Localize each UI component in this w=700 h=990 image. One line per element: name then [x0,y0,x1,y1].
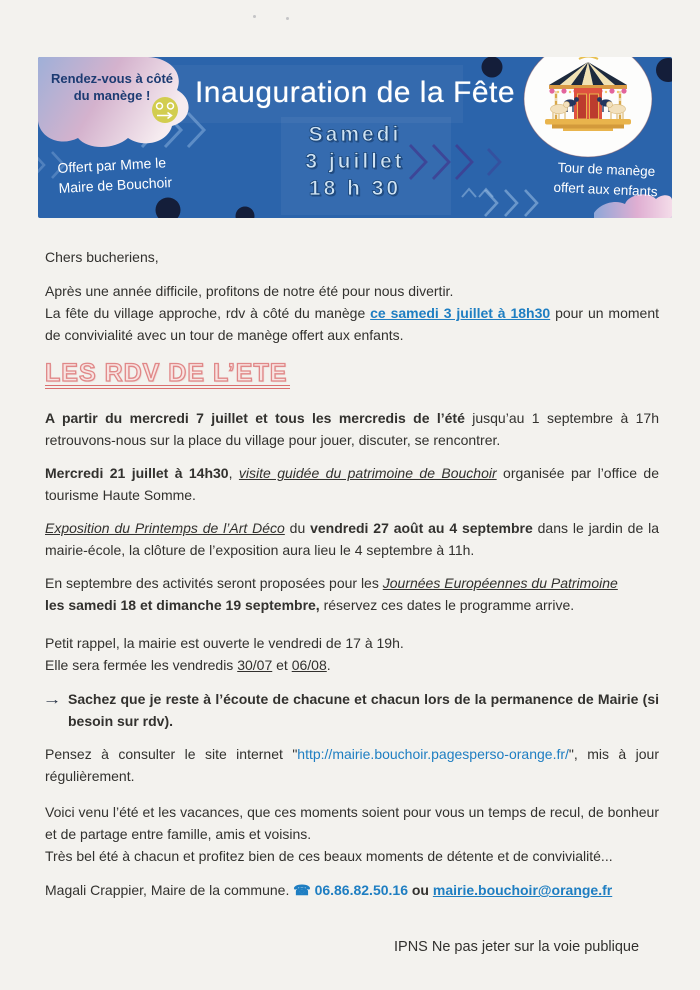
website-url: http://mairie.bouchoir.pagesperso-orange.fr/ [297,746,569,762]
arrow-bullet-icon: → [42,691,62,707]
text-run: . [326,657,331,673]
event-paragraph-heritage-days [45,572,659,616]
text-run: pour un moment de convivialité avec un tour de manège offert aux enfants. [45,305,659,343]
left-note-line2: Maire de Bouchoir [58,173,173,196]
text-run: réservez ces dates le programme arrive. [319,597,575,613]
signature-line [45,879,659,901]
mairie-hours-note [45,632,659,676]
text-run: Petit rappel, la mairie est ouverte le vendredi de 17 à 19h. [45,635,404,651]
text-run: organisée par l’office de tourisme Haute Somme. [45,465,659,503]
text-run: Sachez que je reste à l’écoute de chacune et chacun lors de la permanence de Mairie (si besoin sur rdv). [68,691,659,729]
text-run: dans le jardin de la mairie-école, la clôture de l’exposition aura lieu le 4 septembre à 11h. [45,520,659,558]
text-run: ou [407,882,433,898]
text-run: et [272,657,292,673]
bubble-line1: Rendez-vous à côté [50,71,174,86]
event-banner [38,57,672,218]
text-run: A partir du mercredi 7 juillet et tous les mercredis de l’été [45,410,465,426]
text-run: 30/07 [237,657,273,673]
text-run: du [284,520,311,536]
text-run: En septembre des activités seront proposées pour les [45,575,383,591]
date-date: 3 juillet [305,150,405,173]
event-paragraph-expo [45,517,659,561]
text-run: Pensez à consulter le site internet " [45,746,298,762]
mayor-message [42,688,659,732]
text-run: Chers bucheriens, [45,249,159,265]
banner-left-note [57,153,173,198]
right-note-line2: offert aux enfants [553,179,658,199]
text-run: Mercredi 21 juillet à 14h30 [45,465,229,481]
text-run: 06/08 [291,657,327,673]
text-run: vendredi 27 août au 4 septembre [310,520,533,536]
email-address: mairie.bouchoir@orange.fr [432,882,613,898]
date-time: 18 h 30 [308,177,402,200]
text-run: , [228,465,239,481]
text-run: ", mis à jour régulièrement. [45,746,659,784]
footer-note: IPNS Ne pas jeter sur la voie publique [394,939,640,955]
bubble-line2: du manège ! [73,88,151,103]
banner-title: Inauguration de la Fête [194,76,516,109]
scan-speck [286,17,289,20]
banner-right-note [535,157,672,202]
text-run: Voici venu l’été et les vacances, que ces moments soient pour vous un temps de recul, de bonheur et de partage entre famille, amis et voisins. [45,804,659,842]
event-paragraph-wednesdays [45,407,659,451]
phone-number: 06.86.82.50.16 [314,882,408,898]
text-run: Journées Européennes du Patrimoine [382,575,618,591]
text-run: Elle sera fermée les vendredis [45,657,238,673]
intro-paragraph [45,280,659,346]
text-run: Magali Crappier, Maire de la commune. [45,882,294,898]
event-paragraph-guided-tour [45,462,659,506]
section-heading-text: LES RDV DE L’ETE [45,362,290,389]
left-note-line1: Offert par Mme le [57,154,167,176]
salutation [45,246,659,268]
text-run: visite guidée du patrimoine de Bouchoir [238,465,497,481]
phone-icon: ☎ [293,882,315,898]
text-run: La fête du village approche, rdv à côté du manège [45,305,371,321]
text-run: Exposition du Printemps de l’Art Déco [45,520,285,536]
letter-body [42,246,659,901]
section-heading [45,359,659,389]
scan-speck [253,15,256,18]
text-run: Après une année difficile, profitons de notre été pour nous divertir. [45,283,454,299]
text-run: jusqu’au 1 septembre à 17h retrouvons-nous sur la place du village pour jouer, discuter, se rencontrer. [45,410,659,448]
text-run: les samedi 18 et dimanche 19 septembre, [45,597,320,613]
event-date-highlight: ce samedi 3 juillet à 18h30 [370,305,551,321]
right-note-line1: Tour de manège [557,159,656,180]
website-note [45,743,659,787]
text-run: Très bel été à chacun et profitez bien de ces beaux moments de détente et de convivialité... [45,848,613,864]
closing-paragraph [45,801,659,867]
date-day: Samedi [308,123,402,146]
